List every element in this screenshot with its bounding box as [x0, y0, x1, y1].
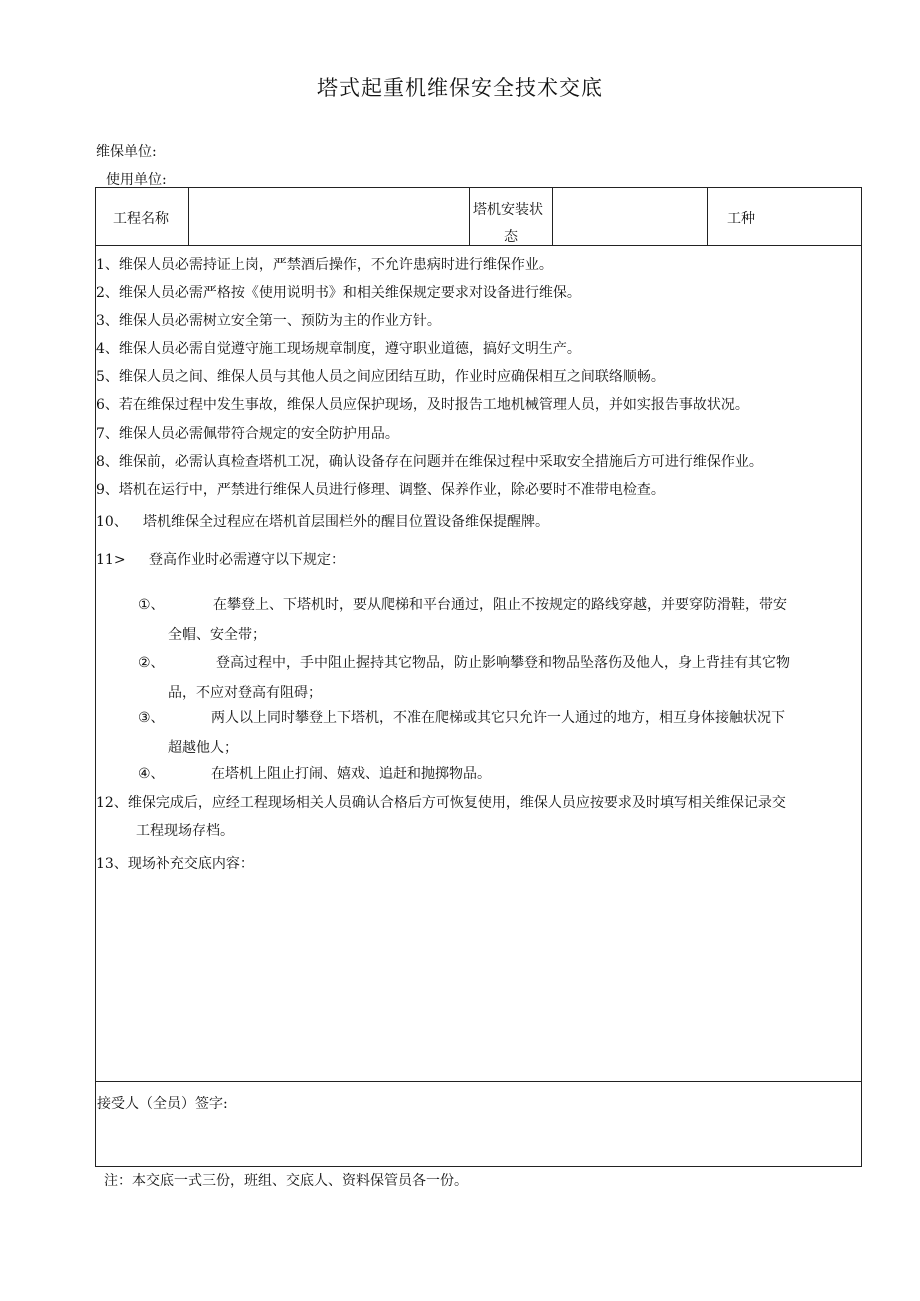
list-item: 4、维保人员必需自觉遵守施工现场规章制度，遵守职业道德，搞好文明生产。 [96, 341, 581, 357]
divider [188, 188, 189, 246]
briefing-table [95, 187, 862, 1167]
signature-label: 接受人（全员）签字: [97, 1096, 228, 1112]
list-item-cont: 工程现场存档。 [136, 823, 234, 839]
install-status-label-cont: 态 [504, 229, 518, 245]
signature-area[interactable] [98, 1118, 858, 1163]
divider [552, 188, 553, 246]
list-item: 2、维保人员必需严格按《使用说明书》和相关维保规定要求对设备进行维保。 [96, 285, 581, 301]
divider [707, 188, 708, 246]
list-item: 5、维保人员之间、维保人员与其他人员之间应团结互助，作业时应确保相互之间联络顺畅。 [96, 369, 665, 385]
note-text: 注：本交底一式三份，班组、交底人、资料保管员各一份。 [104, 1173, 468, 1189]
maintenance-unit-label: 维保单位: [96, 144, 157, 160]
sub-list-item: ③、 两人以上同时攀登上下塔机，不准在爬梯或其它只允许一人通过的地方，相互身体接触状况下 超越他人； [138, 710, 785, 756]
list-item: 1、维保人员必需持证上岗，严禁酒后操作，不允许患病时进行维保作业。 [96, 257, 553, 273]
user-unit-label: 使用单位: [106, 172, 167, 188]
list-item: 8、维保前，必需认真检查塔机工况，确认设备存在问题并在维保过程中采取安全措施后方可进行维保作业。 [96, 454, 763, 470]
divider [96, 245, 861, 246]
page-title: 塔式起重机维保安全技术交底 [317, 76, 603, 100]
list-item: 11> 登高作业时必需遵守以下规定： [96, 552, 345, 568]
divider [96, 1081, 861, 1082]
trade-label: 工种 [727, 211, 755, 227]
sub-list-item: ④、 在塔机上阻止打闹、嬉戏、追赶和抛掷物品。 [138, 766, 491, 782]
list-item: 9、塔机在运行中，严禁进行维保人员进行修理、调整、保养作业，除必要时不准带电检查。 [96, 482, 665, 498]
list-item: 6、若在维保过程中发生事故，维保人员应保护现场，及时报告工地机械管理人员，并如实报告事故状况。 [96, 397, 749, 413]
sub-list-item: ②、 登高过程中，手中阻止握持其它物品，防止影响攀登和物品坠落伤及他人，身上背挂有其它物 品，不应对登高有阻碍； [138, 655, 790, 701]
divider [469, 188, 470, 246]
sub-list-item: ①、 在攀登上、下塔机时，要从爬梯和平台通过，阻止不按规定的路线穿越，并要穿防滑鞋，带安 全帽、安全带； [138, 597, 787, 643]
list-item: 7、维保人员必需佩带符合规定的安全防护用品。 [96, 426, 399, 442]
install-status-field[interactable] [559, 192, 699, 242]
list-item: 3、维保人员必需树立安全第一、预防为主的作业方针。 [96, 313, 441, 329]
list-item: 12、维保完成后，应经工程现场相关人员确认合格后方可恢复使用，维保人员应按要求及时填写相关维保记录交 [96, 795, 786, 811]
supplement-content-area[interactable] [98, 878, 858, 1078]
install-status-label: 塔机安装状 [473, 202, 543, 218]
list-item: 13、现场补充交底内容： [96, 856, 254, 872]
project-name-label: 工程名称 [113, 211, 169, 227]
list-item: 10、 塔机维保全过程应在塔机首层围栏外的醒目位置设备维保提醒牌。 [96, 514, 549, 530]
project-name-field[interactable] [196, 192, 460, 242]
